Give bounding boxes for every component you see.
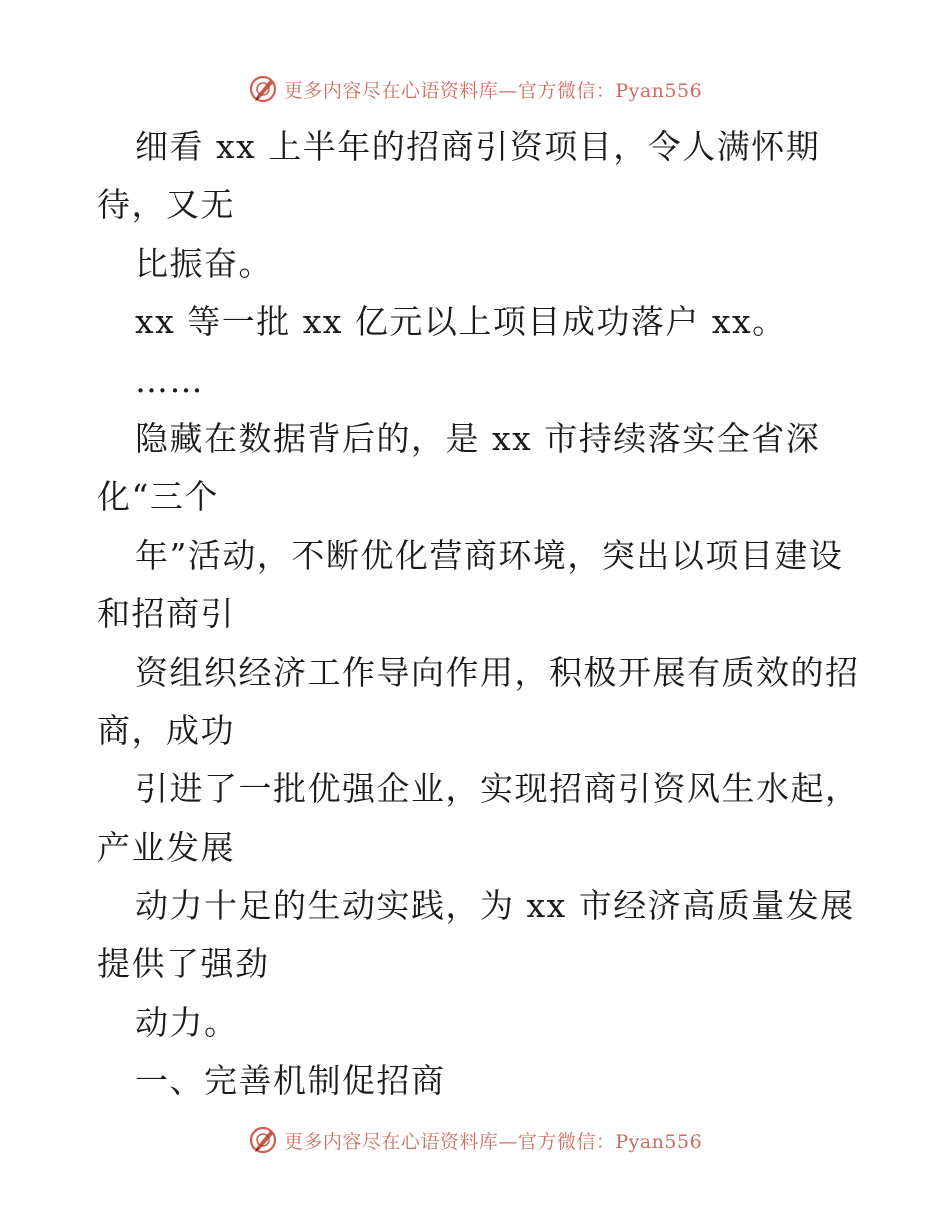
paragraph-line: 化“三个 xyxy=(97,477,219,516)
watermark-text: 更多内容尽在心语资料库—官方微信：Pyan556 xyxy=(283,1130,703,1153)
footer-watermark xyxy=(0,1122,950,1158)
paragraph-line: 产业发展 xyxy=(97,828,235,867)
paragraph-line: 引进了一批优强企业，实现招商引资风生水起， xyxy=(135,769,860,808)
paragraph-line: 和招商引 xyxy=(97,594,235,633)
pen-circle-logo-icon xyxy=(248,1125,278,1155)
paragraph-line: 隐藏在数据背后的，是 xx 市持续落实全省深 xyxy=(135,419,821,458)
paragraph-line: 年”活动，不断优化营商环境，突出以项目建设 xyxy=(135,536,844,575)
paragraph-line: 动力十足的生动实践，为 xx 市经济高质量发展 xyxy=(135,886,855,925)
section-heading: 一、完善机制促招商 xyxy=(135,1061,446,1100)
watermark-text: 更多内容尽在心语资料库—官方微信：Pyan556 xyxy=(283,79,703,102)
pen-circle-logo-icon xyxy=(248,74,278,104)
header-watermark xyxy=(0,71,950,107)
paragraph-line: 提供了强劲 xyxy=(97,944,270,983)
paragraph-line: xx 等一批 xx 亿元以上项目成功落户 xx。 xyxy=(135,302,787,341)
paragraph-line: 待，又无 xyxy=(97,185,235,224)
paragraph-line: 比振奋。 xyxy=(135,244,273,283)
ellipsis-line: …… xyxy=(135,361,204,400)
paragraph-line: 动力。 xyxy=(135,1003,239,1042)
paragraph-line: 细看 xx 上半年的招商引资项目，令人满怀期 xyxy=(135,127,821,166)
paragraph-line: 资组织经济工作导向作用，积极开展有质效的招 xyxy=(135,653,860,692)
paragraph-line: 商，成功 xyxy=(97,711,235,750)
